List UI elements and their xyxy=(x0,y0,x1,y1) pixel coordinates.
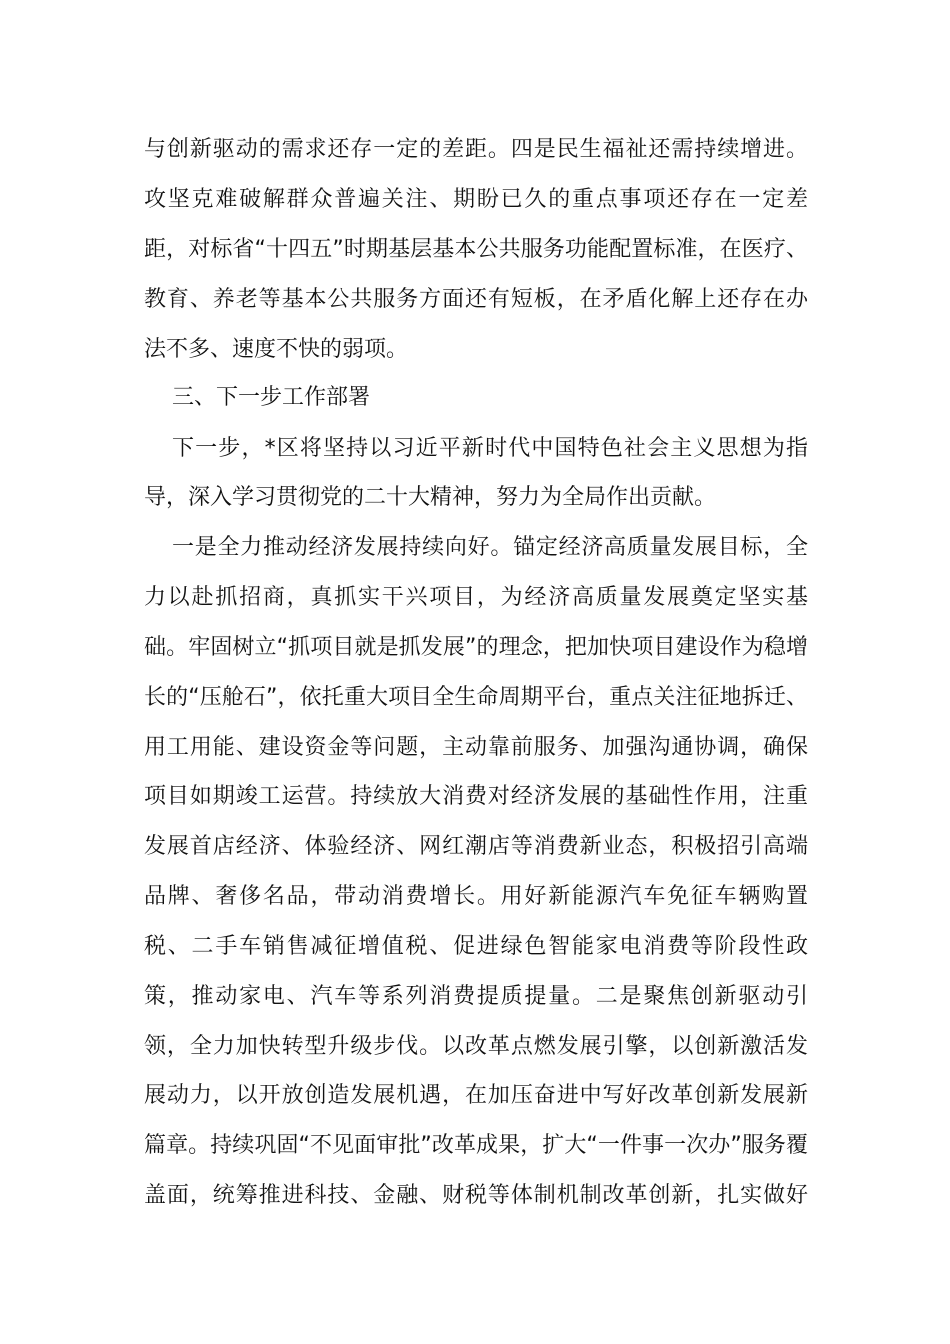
text-line: 一是全力推动经济发展持续向好。锚定经济高质量发展目标，全 xyxy=(172,535,808,560)
text-line: 导，深入学习贯彻党的二十大精神，努力为全局作出贡献。 xyxy=(144,485,717,510)
text-line: 法不多、速度不快的弱项。 xyxy=(144,337,409,362)
text-line: 项目如期竣工运营。持续放大消费对经济发展的基础性作用，注重 xyxy=(144,784,808,809)
text-line: 用工用能、建设资金等问题，主动靠前服务、加强沟通协调，确保 xyxy=(144,735,808,760)
text-line: 攻坚克难破解群众普遍关注、期盼已久的重点事项还存在一定差 xyxy=(144,187,808,212)
text-line: 发展首店经济、体验经济、网红潮店等消费新业态，积极招引高端 xyxy=(144,834,808,859)
text-line: 税、二手车销售减征增值税、促进绿色智能家电消费等阶段性政 xyxy=(144,934,808,959)
text-line: 篇章。持续巩固“不见面审批”改革成果，扩大“一件事一次办”服务覆 xyxy=(144,1133,808,1158)
text-line: 盖面，统筹推进科技、金融、财税等体制机制改革创新，扎实做好 xyxy=(144,1183,808,1208)
text-line: 与创新驱动的需求还存一定的差距。四是民生福祉还需持续增进。 xyxy=(144,137,808,162)
text-line: 长的“压舱石”，依托重大项目全生命周期平台，重点关注征地拆迁、 xyxy=(144,685,808,710)
text-line: 策，推动家电、汽车等系列消费提质提量。二是聚焦创新驱动引 xyxy=(144,984,808,1009)
text-line: 展动力，以开放创造发展机遇，在加压奋进中写好改革创新发展新 xyxy=(144,1083,808,1108)
text-line: 领，全力加快转型升级步伐。以改革点燃发展引擎，以创新激活发 xyxy=(144,1034,808,1059)
text-line: 础。牢固树立“抓项目就是抓发展”的理念，把加快项目建设作为稳增 xyxy=(144,635,808,660)
text-line: 教育、养老等基本公共服务方面还有短板，在矛盾化解上还存在办 xyxy=(144,287,808,312)
text-line: 品牌、奢侈名品，带动消费增长。用好新能源汽车免征车辆购置 xyxy=(144,884,808,909)
text-line: 距，对标省“十四五”时期基层基本公共服务功能配置标准，在医疗、 xyxy=(144,237,808,262)
section-heading: 三、下一步工作部署 xyxy=(172,385,371,410)
text-line: 力以赴抓招商，真抓实干兴项目，为经济高质量发展奠定坚实基 xyxy=(144,585,808,610)
text-line: 下一步，*区将坚持以习近平新时代中国特色社会主义思想为指 xyxy=(172,436,808,461)
